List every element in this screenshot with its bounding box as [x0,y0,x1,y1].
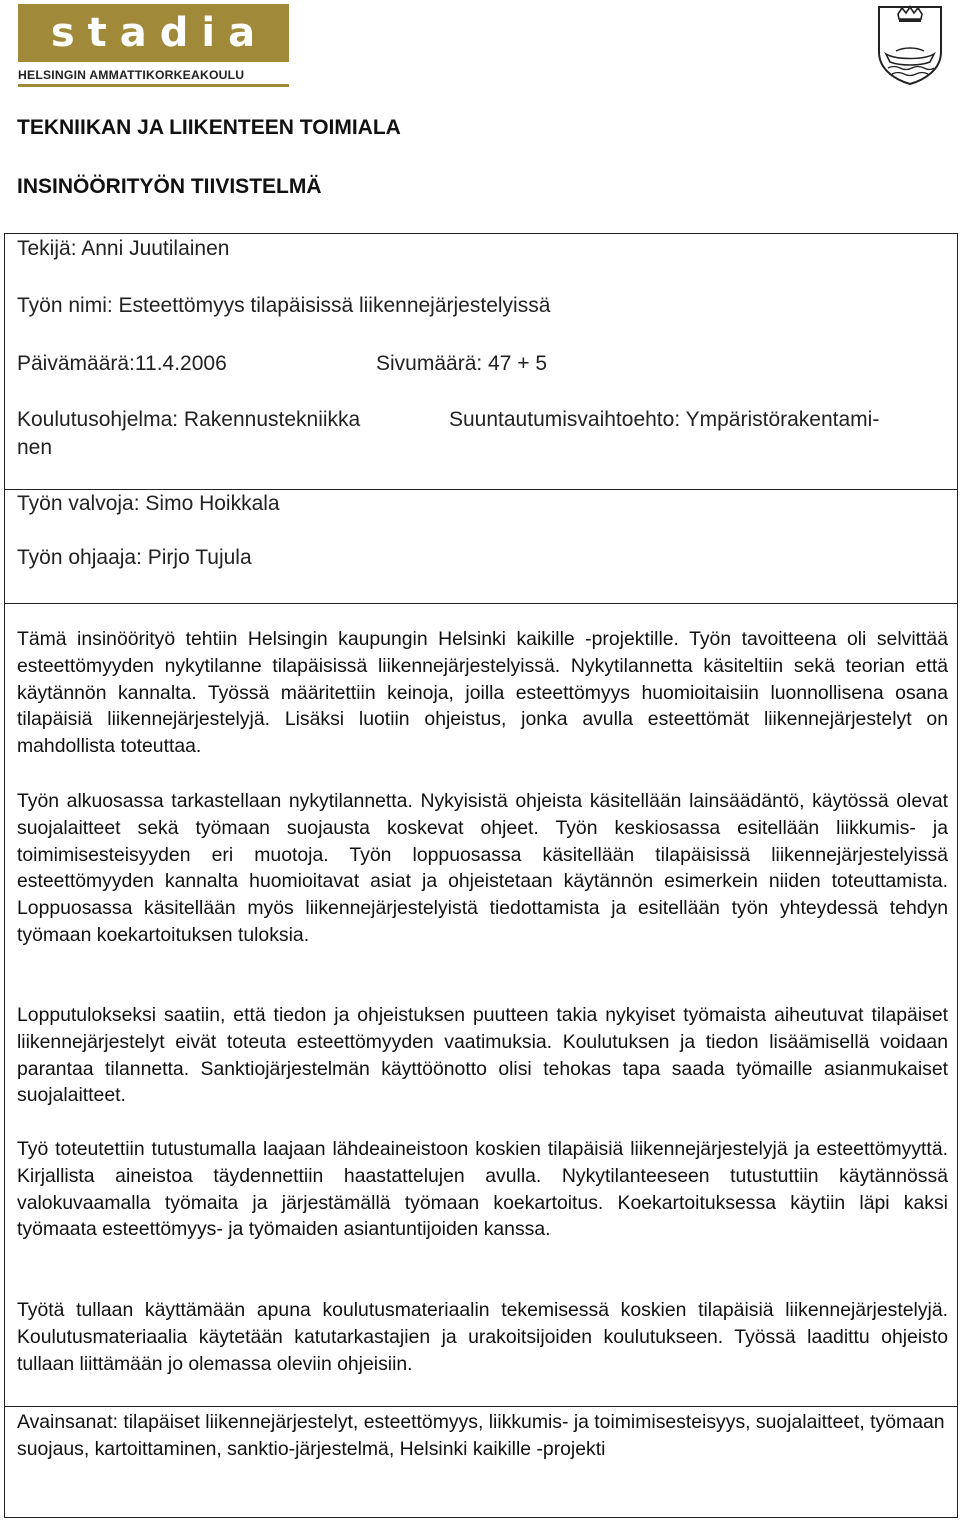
abstract-paragraph: Työ toteutettiin tutustumalla laajaan lähdeaineistoon koskien tilapäisiä liikennejärjestelyjä ja esteettömyyttä. Kirjallista aineistoa täydennettiin haastattelujen avulla. Nykytilanteeseen tutustuttiin käytännössä valokuvaamalla työmaita ja järjestämällä työmaan koekartoitus. Koekartoituksessa käytiin läpi kaksi työmaata esteettömyys- ja työmaiden asiantuntijoiden kanssa. [17,1138,948,1241]
divider-abstract [4,603,958,604]
abstract-paragraph: Työn alkuosassa tarkastellaan nykytilannetta. Nykyisistä ohjeista käsitellään lainsäädäntö, käytössä olevat suojalaitteet sekä työmaan suojausta koskevat ohjeet. Työn keskiosassa esitellään liikkumis- ja toimimisesteisyyden eri muotoja. Työn loppuosassa käsitellään tilapäisissä liikennejärjestelyissä esteettömyyden kannalta huomioitavat asiat ja ohjeistetaan käytännön esimerkein niiden toteuttamista. Loppuosassa käsitellään myös liikennejärjestelyistä tiedottamista ja esitellään työn yhteydessä tehdyn työmaan koekartoituksen tuloksia. [17,790,948,946]
page-count-field: Sivumäärä: 47 + 5 [376,352,548,375]
date-field: Päivämäärä:11.4.2006 [17,352,227,375]
keywords: Avainsanat: tilapäiset liikennejärjestelyt, esteettömyys, liikkumis- ja toimimisesteisyys, suojalaitteet, työmaan suojaus, kartoittaminen, sanktio-järjestelmä, Helsinki kaikille -projekti [17,1411,945,1460]
logo-subtitle: HELSINGIN AMMATTIKORKEAKOULU [18,68,245,82]
instructor-field: Työn ohjaaja: Pirjo Tujula [17,546,252,569]
abstract-paragraph: Lopputulokseksi saatiin, että tiedon ja ohjeistuksen puutteen takia nykyiset työmaista aiheutuvat tilapäiset liikennejärjestelyt eivät toteuta esteettömyyden vaatimuksia. Koulutuksen ja tiedon lisäämisellä voidaan parantaa tilannetta. Sanktiojärjestelmän käyttöönotto olisi tehokas tapa saada työmaille asianmukaiset suojalaitteet. [17,1004,948,1107]
divider-keywords [4,1406,958,1407]
logo-wordmark: stadia [50,10,269,56]
department-heading: TEKNIIKAN JA LIIKENTEEN TOIMIALA [17,116,401,139]
programme-field: Koulutusohjelma: Rakennustekniikka [17,408,361,431]
specialization-field: Suuntautumisvaihtoehto: Ympäristörakentami- [449,408,880,431]
work-title-field: Työn nimi: Esteettömyys tilapäisissä liikennejärjestelyissä [17,294,551,317]
specialization-field-continuation: nen [17,436,53,459]
document-type-heading: INSINÖÖRITYÖN TIIVISTELMÄ [17,175,322,198]
author-field: Tekijä: Anni Juutilainen [17,237,230,260]
abstract-paragraph: Tämä insinöörityö tehtiin Helsingin kaupungin Helsinki kaikille -projektille. Työn tavoitteena oli selvittää esteettömyyden nykytilanne tilapäisissä liikennejärjestelyissä. Nykytilannetta käsiteltiin sekä teorian että käytännön kannalta. Työssä määritettiin keinoja, joilla esteettömyys huomioitaisiin luonnollisena osana tilapäisiä liikennejärjestelyjä. Lisäksi luotiin ohjeistus, jonka avulla esteettömät liikennejärjestelyt on mahdollista toteuttaa. [17,628,948,758]
stadia-logo [18,4,289,87]
helsinki-coat-of-arms-icon [876,4,944,86]
abstract-paragraph: Työtä tullaan käyttämään apuna koulutusmateriaalin tekemisessä koskien tilapäisiä liikennejärjestelyjä. Koulutusmateriaalia käytetään katutarkastajien ja urakoitsijoiden koulutukseen. Työssä laadittu ohjeisto tullaan liittämään jo olemassa oleviin ohjeisiin. [17,1299,948,1375]
divider-programme [4,489,958,490]
logo-band [18,4,289,62]
logo-underline [18,84,289,87]
supervisor-field: Työn valvoja: Simo Hoikkala [17,492,280,515]
